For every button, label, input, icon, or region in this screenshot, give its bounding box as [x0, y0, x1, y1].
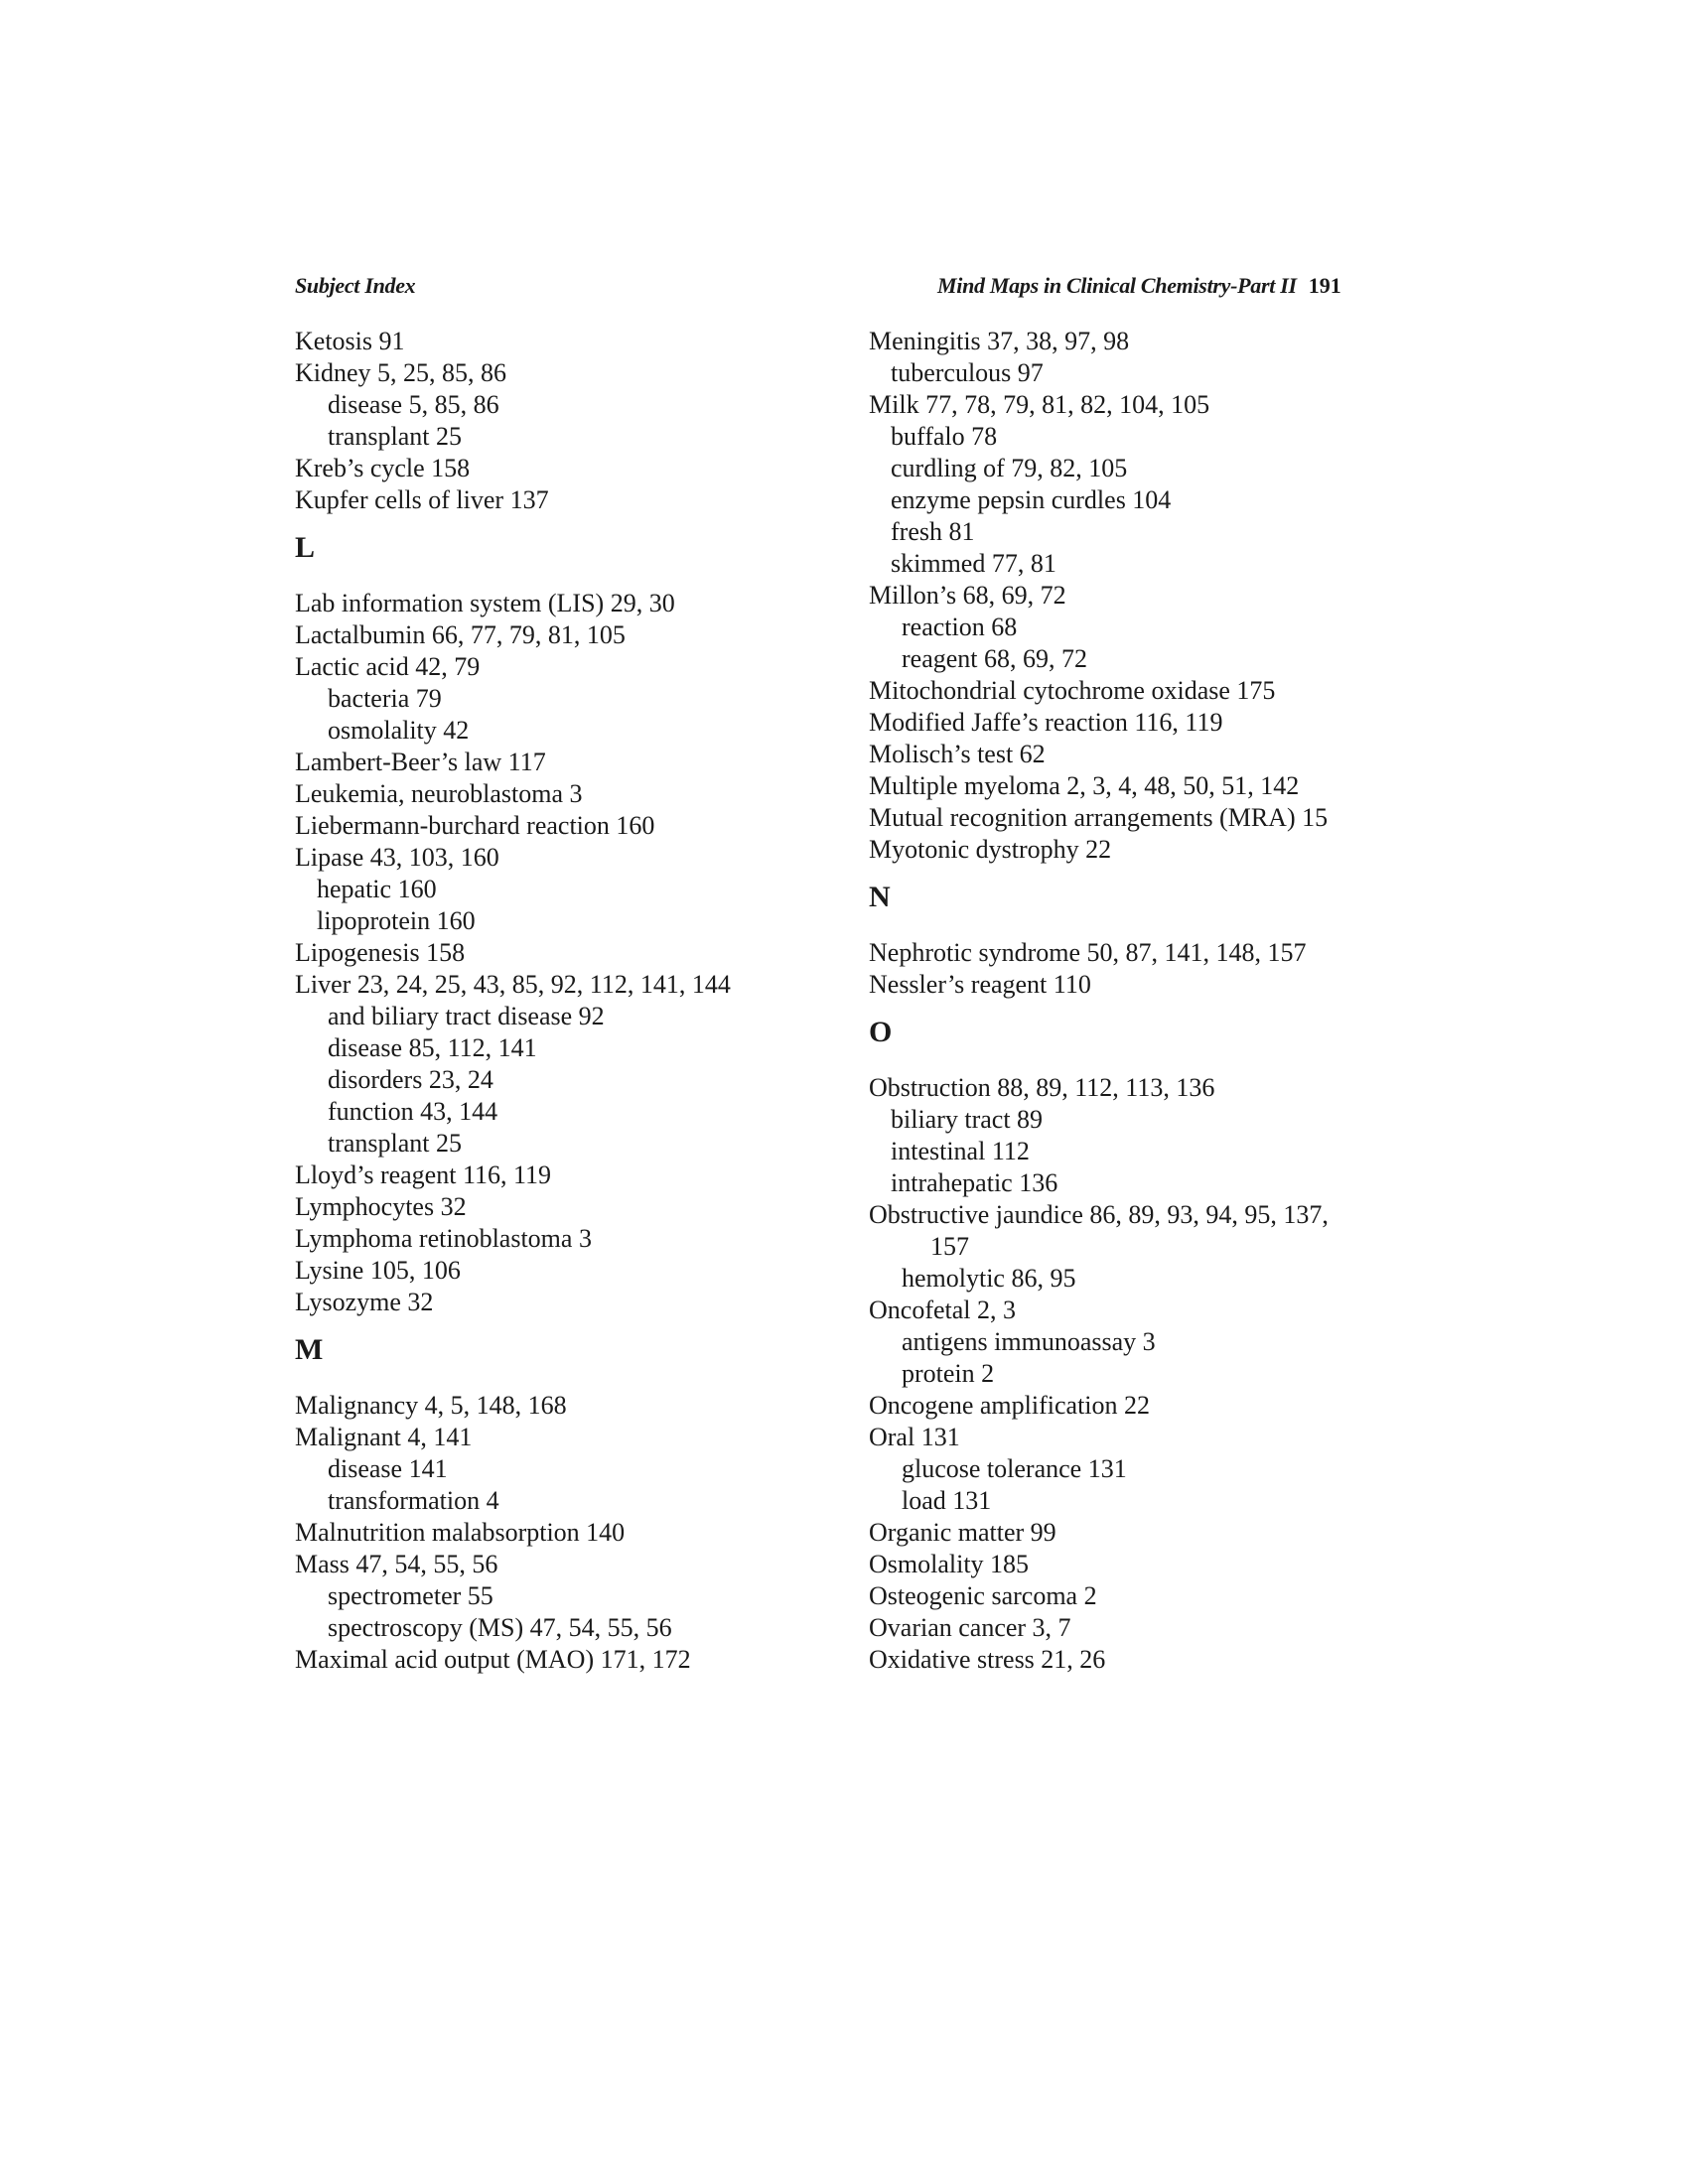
index-entry: Obstruction 88, 89, 112, 113, 136	[869, 1073, 1215, 1102]
index-subentry: disease 141	[328, 1454, 448, 1483]
index-subentry: protein 2	[902, 1359, 995, 1388]
index-entry: Lloyd’s reagent 116, 119	[295, 1160, 552, 1189]
index-subentry: curdling of 79, 82, 105	[891, 454, 1128, 482]
index-column-right	[869, 326, 1425, 1676]
index-entry: Meningitis 37, 38, 97, 98	[869, 327, 1130, 355]
index-subentry: buffalo 78	[891, 422, 998, 451]
index-entry: Oral 131	[869, 1423, 960, 1451]
index-subentry: fresh 81	[891, 517, 975, 546]
index-subentry: tuberculous 97	[891, 358, 1044, 387]
index-subentry: and biliary tract disease 92	[328, 1002, 605, 1030]
page-number: 191	[1308, 273, 1341, 298]
index-entry: Kupfer cells of liver 137	[295, 485, 549, 514]
index-subentry: antigens immunoassay 3	[902, 1327, 1156, 1356]
index-entry: Mitochondrial cytochrome oxidase 175	[869, 676, 1276, 705]
index-entry: Osmolality 185	[869, 1550, 1030, 1578]
index-subentry: glucose tolerance 131	[902, 1454, 1127, 1483]
index-entry: Leukemia, neuroblastoma 3	[295, 779, 583, 808]
index-entry: Malignant 4, 141	[295, 1423, 473, 1451]
index-subentry: spectrometer 55	[328, 1581, 493, 1610]
index-entry: Mutual recognition arrangements (MRA) 15	[869, 803, 1329, 832]
index-subentry: bacteria 79	[328, 684, 442, 713]
index-subentry: transformation 4	[328, 1486, 499, 1515]
index-entry: Molisch’s test 62	[869, 740, 1046, 768]
index-subentry: enzyme pepsin curdles 104	[891, 485, 1172, 514]
index-subentry: intestinal 112	[891, 1137, 1030, 1165]
index-letter-heading: M	[295, 1333, 324, 1366]
index-letter-heading: L	[295, 531, 316, 564]
index-entry: Obstructive jaundice 86, 89, 93, 94, 95, 137,	[869, 1200, 1329, 1229]
index-column-left	[295, 326, 851, 1676]
index-subentry: lipoprotein 160	[317, 906, 476, 935]
index-subentry: intrahepatic 136	[891, 1168, 1058, 1197]
index-subentry: disease 85, 112, 141	[328, 1033, 537, 1062]
index-letter-heading: O	[869, 1016, 893, 1048]
index-entry: Liver 23, 24, 25, 43, 85, 92, 112, 141, 144	[295, 970, 731, 999]
index-subentry: biliary tract 89	[891, 1105, 1044, 1134]
index-entry: Modified Jaffe’s reaction 116, 119	[869, 708, 1223, 737]
index-entry: Oncogene amplification 22	[869, 1391, 1151, 1420]
index-entry: Lymphocytes 32	[295, 1192, 467, 1221]
index-subentry: disorders 23, 24	[328, 1065, 493, 1094]
index-subentry: transplant 25	[328, 1129, 463, 1158]
index-entry: Liebermann-burchard reaction 160	[295, 811, 655, 840]
index-entry: Lymphoma retinoblastoma 3	[295, 1224, 592, 1253]
index-entry: Lambert-Beer’s law 117	[295, 748, 546, 776]
index-entry: Ketosis 91	[295, 327, 405, 355]
index-subentry: skimmed 77, 81	[891, 549, 1056, 578]
index-letter-heading: N	[869, 881, 891, 913]
index-entry: Lipase 43, 103, 160	[295, 843, 499, 872]
index-entry: Maximal acid output (MAO) 171, 172	[295, 1645, 691, 1674]
index-entry: Mass 47, 54, 55, 56	[295, 1550, 498, 1578]
index-entry: Kreb’s cycle 158	[295, 454, 471, 482]
index-entry: Lysozyme 32	[295, 1288, 434, 1316]
index-entry: Milk 77, 78, 79, 81, 82, 104, 105	[869, 390, 1210, 419]
running-header-title	[937, 273, 1341, 299]
index-entry: Lactic acid 42, 79	[295, 652, 481, 681]
index-entry-continuation: 157	[930, 1232, 969, 1261]
index-entry: Malnutrition malabsorption 140	[295, 1518, 626, 1547]
index-subentry: spectroscopy (MS) 47, 54, 55, 56	[328, 1613, 672, 1642]
index-entry: Lipogenesis 158	[295, 938, 466, 967]
index-subentry: hemolytic 86, 95	[902, 1264, 1076, 1293]
index-entry: Malignancy 4, 5, 148, 168	[295, 1391, 567, 1420]
index-entry: Lactalbumin 66, 77, 79, 81, 105	[295, 620, 626, 649]
running-header-section: Subject Index	[295, 273, 416, 298]
index-entry: Lab information system (LIS) 29, 30	[295, 589, 675, 617]
index-subentry: transplant 25	[328, 422, 463, 451]
index-entry: Nephrotic syndrome 50, 87, 141, 148, 157	[869, 938, 1307, 967]
index-entry: Myotonic dystrophy 22	[869, 835, 1112, 864]
index-subentry: load 131	[902, 1486, 992, 1515]
index-entry: Millon’s 68, 69, 72	[869, 581, 1066, 610]
index-entry: Oncofetal 2, 3	[869, 1296, 1017, 1324]
index-subentry: function 43, 144	[328, 1097, 498, 1126]
index-entry: Osteogenic sarcoma 2	[869, 1581, 1097, 1610]
index-entry: Kidney 5, 25, 85, 86	[295, 358, 507, 387]
index-subentry: osmolality 42	[328, 716, 470, 745]
index-subentry: hepatic 160	[317, 875, 437, 903]
book-title: Mind Maps in Clinical Chemistry-Part II	[937, 273, 1297, 298]
index-subentry: disease 5, 85, 86	[328, 390, 499, 419]
index-entry: Ovarian cancer 3, 7	[869, 1613, 1071, 1642]
index-entry: Oxidative stress 21, 26	[869, 1645, 1106, 1674]
index-entry: Organic matter 99	[869, 1518, 1056, 1547]
index-entry: Nessler’s reagent 110	[869, 970, 1091, 999]
index-entry: Lysine 105, 106	[295, 1256, 461, 1285]
index-subentry: reaction 68	[902, 613, 1018, 641]
index-entry: Multiple myeloma 2, 3, 4, 48, 50, 51, 142	[869, 771, 1300, 800]
index-subentry: reagent 68, 69, 72	[902, 644, 1088, 673]
